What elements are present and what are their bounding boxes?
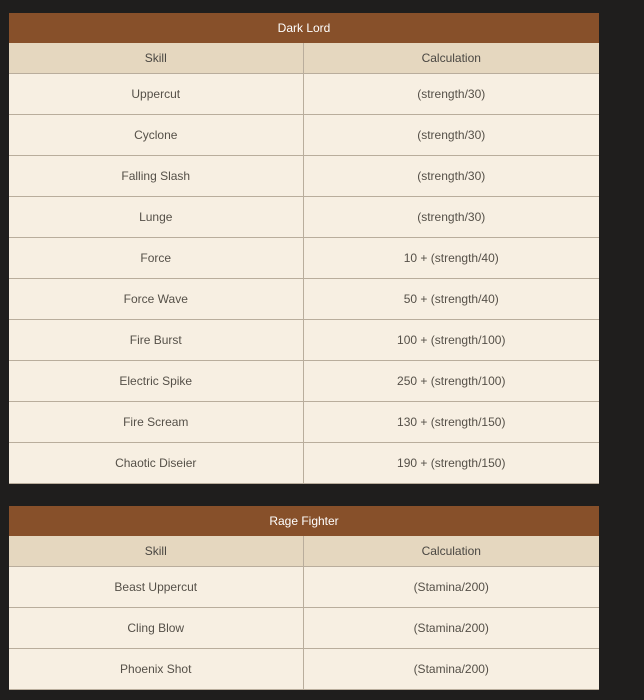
skill-name-cell: Cling Blow (9, 608, 303, 649)
calculation-cell: 130 + (strength/150) (303, 402, 599, 443)
column-header-skill: Skill (9, 536, 303, 567)
skill-name-cell: Beast Uppercut (9, 567, 303, 608)
table-row (9, 567, 599, 608)
table-row (9, 608, 599, 649)
table-row (9, 320, 599, 361)
table-row (9, 74, 599, 115)
table-body (9, 74, 599, 484)
calculation-cell: 50 + (strength/40) (303, 279, 599, 320)
calculation-cell: (strength/30) (303, 74, 599, 115)
calculation-cell: (strength/30) (303, 197, 599, 238)
skill-name-cell: Cyclone (9, 115, 303, 156)
table-row (9, 402, 599, 443)
table-row (9, 443, 599, 484)
table-row (9, 649, 599, 690)
table-row (9, 115, 599, 156)
skill-name-cell: Fire Scream (9, 402, 303, 443)
calculation-cell: (Stamina/200) (303, 608, 599, 649)
skill-name-cell: Phoenix Shot (9, 649, 303, 690)
calculation-cell: (strength/30) (303, 156, 599, 197)
table-row (9, 361, 599, 402)
column-header-calculation: Calculation (303, 43, 599, 74)
calculation-cell: 10 + (strength/40) (303, 238, 599, 279)
dark-lord-skill-table (9, 13, 599, 484)
calculation-cell: (Stamina/200) (303, 649, 599, 690)
calculation-cell: (Stamina/200) (303, 567, 599, 608)
skill-name-cell: Force Wave (9, 279, 303, 320)
skill-name-cell: Chaotic Diseier (9, 443, 303, 484)
skill-name-cell: Force (9, 238, 303, 279)
calculation-cell: 190 + (strength/150) (303, 443, 599, 484)
table-row (9, 238, 599, 279)
rage-fighter-skill-table (9, 506, 599, 690)
column-header-calculation: Calculation (303, 536, 599, 567)
calculation-cell: (strength/30) (303, 115, 599, 156)
skill-name-cell: Lunge (9, 197, 303, 238)
table-row (9, 197, 599, 238)
table-row (9, 279, 599, 320)
skill-name-cell: Electric Spike (9, 361, 303, 402)
calculation-cell: 250 + (strength/100) (303, 361, 599, 402)
table-title: Dark Lord (9, 13, 599, 43)
skill-name-cell: Uppercut (9, 74, 303, 115)
calculation-cell: 100 + (strength/100) (303, 320, 599, 361)
table-body (9, 567, 599, 690)
column-header-skill: Skill (9, 43, 303, 74)
skill-name-cell: Fire Burst (9, 320, 303, 361)
skill-name-cell: Falling Slash (9, 156, 303, 197)
table-row (9, 156, 599, 197)
table-title: Rage Fighter (9, 506, 599, 536)
